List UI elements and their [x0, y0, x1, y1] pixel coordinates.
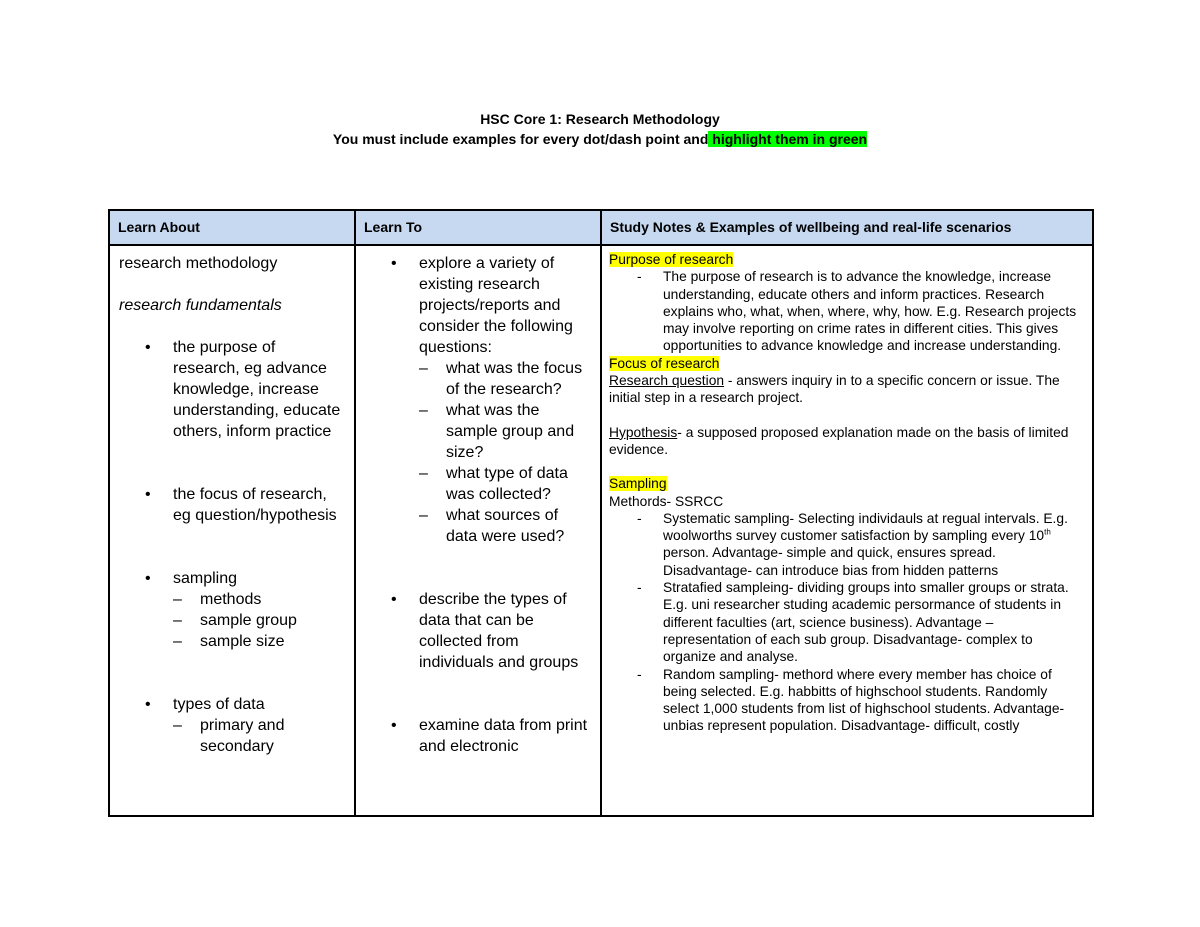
list-item: • explore a variety of existing research projects/reports and consider the following questions: – what was the focus of the research? – what was the sample group and size? – what type of data was collected? – what sources of data were used?: [365, 253, 591, 547]
purpose-heading: Purpose of research: [609, 252, 734, 267]
list-item: • examine data from print and electronic: [391, 717, 588, 755]
document-title: HSC Core 1: Research Methodology: [480, 111, 720, 127]
note-item: - Systematic sampling- Selecting individauls at regual intervals. E.g. woolworths survey customer satisfaction by sampling every 10th person. Advantage- simple and quick, ensures spread. Disadvantage- can introduce bias from hidden patterns: [637, 510, 1068, 578]
sub-list-item: – what was the sample group and size?: [419, 402, 575, 461]
table-header-row: [109, 210, 1093, 245]
list-item: • describe the types of data that can be collected from individuals and groups: [391, 591, 579, 671]
sub-list-item: – primary and secondary: [173, 717, 285, 755]
learn-about-subheading: research fundamentals: [119, 297, 282, 314]
syllabus-table: [108, 209, 1094, 817]
study-notes-cell: [601, 245, 1093, 816]
note-item: - The purpose of research is to advance the knowledge, increase understanding, educate others and inform practices. Research explains who, what, when, where, why, how. E.g. Research projects may involve reporting on crime rates in different cities. This gives opportunities to advance knowledge and increase understanding.: [637, 269, 1077, 354]
sub-list-item: – sample size: [173, 633, 285, 650]
methods-line: Methords- SSRCC: [609, 493, 724, 509]
table-body-row: [109, 245, 1093, 816]
subtitle-highlight: highlight them in green: [708, 131, 868, 147]
document-subtitle: [0, 129, 1200, 149]
questions-sublist: [419, 358, 591, 547]
document-title-block: [0, 109, 1200, 149]
subtitle-text: You must include examples for every dot/dash point and: [332, 131, 709, 147]
sub-list-item: – what type of data was collected?: [419, 465, 568, 503]
header-learn-about: Learn About: [109, 210, 355, 245]
header-study-notes: Study Notes & Examples of wellbeing and real-life scenarios: [601, 210, 1093, 245]
sub-list-item: – methods: [173, 591, 262, 608]
sub-list-item: – what sources of data were used?: [419, 507, 565, 545]
research-question-note: Research question - answers inquiry in to a specific concern or issue. The initial step in a research project.: [609, 373, 1060, 406]
sub-list-item: – what was the focus of the research?: [419, 360, 583, 398]
sampling-list: [609, 510, 1085, 735]
list-item: • the purpose of research, eg advance knowledge, increase understanding, educate others, inform practice: [145, 339, 341, 440]
list-item: • the focus of research, eg question/hypothesis: [145, 486, 337, 524]
sub-list-item: – sample group: [173, 612, 297, 629]
learn-about-cell: [109, 245, 355, 816]
note-item: - Random sampling- methord where every member has choice of being selected. E.g. habbitts of highschool students. Randomly select 1,000 students from list of highschool students. Advantage- unbias represent population. Disadvantage- difficult, costly: [637, 666, 1065, 734]
purpose-list: [609, 268, 1085, 354]
list-item: • sampling – methods – sample group – sample size: [119, 568, 345, 652]
types-sublist: [173, 715, 345, 757]
sampling-heading: Sampling: [609, 476, 667, 492]
focus-heading: Focus of research: [609, 355, 720, 371]
learn-about-heading: research methodology: [119, 255, 278, 272]
learn-about-list: [119, 337, 345, 442]
learn-to-cell: [355, 245, 601, 816]
hypothesis-note: Hypothesis- a supposed proposed explanation made on the basis of limited evidence.: [609, 424, 1069, 457]
note-item: - Stratafied sampleing- dividing groups into smaller groups or strata. E.g. uni researcher studing academic persormance of students in different faculties (art, science business). Advantage – representation of each sub group. Disadvantage- complex to organize and analyse.: [637, 580, 1069, 665]
sampling-sublist: [173, 589, 345, 652]
header-learn-to: Learn To: [355, 210, 601, 245]
learn-to-list: [365, 253, 591, 547]
list-item: • types of data – primary and secondary: [119, 694, 345, 757]
